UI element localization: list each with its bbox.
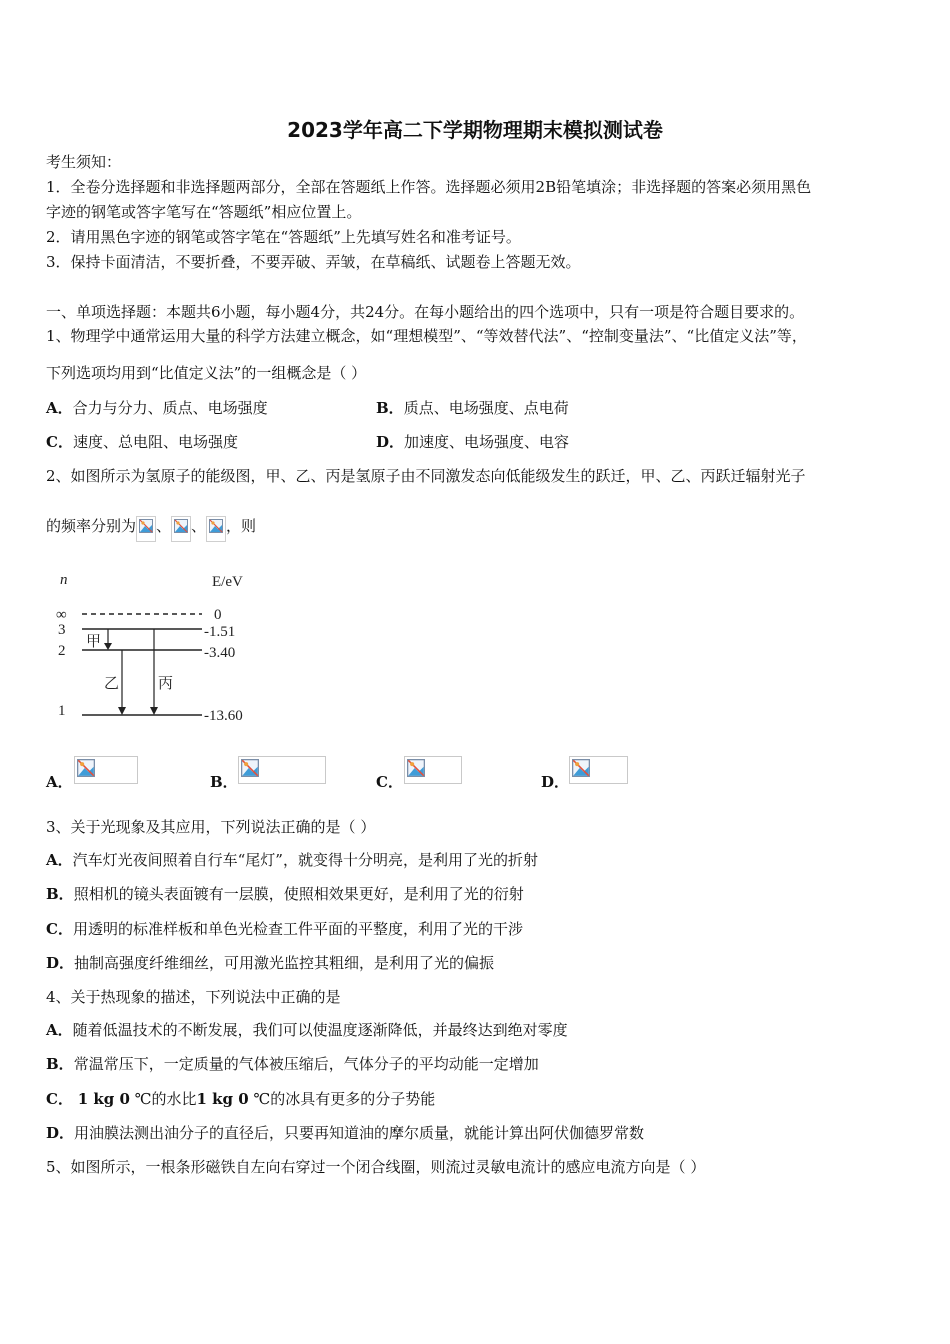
q3-d-text: 抽制高强度纤维细丝，可用激光监控其粗细，是利用了光的偏振 <box>74 954 495 972</box>
section-heading: 一、单项选择题：本题共6小题，每小题4分，共24分。在每小题给出的四个选项中，只有一项是符合题目要求的。 <box>46 303 805 321</box>
q4-c-bold-2: 1 kg 0 <box>196 1090 249 1108</box>
q3-option-b <box>46 884 524 904</box>
q4-b-label: B． <box>46 1055 74 1073</box>
level-n-inf: ∞ <box>56 607 67 623</box>
q4-c-mid-1: ℃的水比 <box>129 1090 197 1108</box>
notice-line-1a: 1．全卷分选择题和非选择题两部分，全部在答题纸上作答。选择题必须用2B铅笔填涂；非选择题的答案必须用黑色 <box>46 178 812 196</box>
q1-c-label: C． <box>46 433 73 451</box>
level-e-3: -1.51 <box>204 624 236 640</box>
q2-stem-post: ，则 <box>226 517 257 535</box>
transition-jia-label: 甲 <box>86 634 102 650</box>
q4-d-text: 用油膜法测出油分子的直径后，只要再知道油的摩尔质量，就能计算出阿伏伽德罗常数 <box>74 1124 645 1142</box>
page-title: 2023学年高二下学期物理期末模拟测试卷 <box>287 118 663 142</box>
q4-a-label: A． <box>46 1021 73 1039</box>
broken-image-icon <box>206 516 226 542</box>
notice-line-1b: 字迹的钢笔或答字笔写在“答题纸”相应位置上。 <box>46 203 362 221</box>
q1-b-text: 质点、电场强度、点电荷 <box>403 399 569 417</box>
q2-a-label: A． <box>46 773 73 791</box>
q4-option-a <box>46 1020 568 1040</box>
q1-a-text: 合力与分力、质点、电场强度 <box>72 399 268 417</box>
q2-c-label: C． <box>376 773 403 791</box>
broken-image-icon <box>241 759 259 777</box>
q4-b-text: 常温常压下，一定质量的气体被压缩后，气体分子的平均动能一定增加 <box>73 1055 539 1073</box>
q2-d-label: D． <box>541 773 570 791</box>
q3-c-text: 用透明的标准样板和单色光检查工件平面的平整度，利用了光的干涉 <box>72 920 523 938</box>
level-n-2: 2 <box>58 643 66 659</box>
q4-c-label: C． <box>46 1090 73 1108</box>
transition-bing-label: 丙 <box>158 676 174 692</box>
q3-option-d <box>46 953 494 973</box>
q3-stem: 3、关于光现象及其应用，下列说法正确的是（ ） <box>46 818 376 836</box>
q1-a-label: A． <box>46 399 73 417</box>
q1-d-label: D． <box>376 433 405 451</box>
q2-option-b-image <box>238 756 326 784</box>
q2-stem-pre: 的频率分别为 <box>46 517 137 535</box>
q1-option-b <box>376 398 569 418</box>
q2-option-d-image <box>569 756 628 784</box>
q2-b-label: B． <box>210 773 238 791</box>
q4-a-text: 随着低温技术的不断发展，我们可以使温度逐渐降低，并最终达到绝对零度 <box>72 1021 568 1039</box>
q1-stem-a: 1、物理学中通常运用大量的科学方法建立概念，如“理想模型”、“等效替代法”、“控制变量法”、“比值定义法”等， <box>46 327 807 345</box>
q4-c-bold-1: 1 kg 0 <box>77 1090 130 1108</box>
q3-b-text: 照相机的镜头表面镀有一层膜，使照相效果更好，是利用了光的衍射 <box>73 885 524 903</box>
broken-image-icon <box>407 759 425 777</box>
transition-yi-label: 乙 <box>104 676 120 692</box>
q1-option-a <box>46 398 268 418</box>
notice-line-2: 2．请用黑色字迹的钢笔或答字笔在“答题纸”上先填写姓名和准考证号。 <box>46 228 521 246</box>
q5-stem: 5、如图所示，一根条形磁铁自左向右穿过一个闭合线圈，则流过灵敏电流计的感应电流方向是（ ） <box>46 1158 706 1176</box>
transition-jia-head <box>104 643 112 650</box>
q1-d-text: 加速度、电场强度、电容 <box>404 433 570 451</box>
q1-stem-b: 下列选项均用到“比值定义法”的一组概念是（ ） <box>46 364 367 382</box>
q2-sep-2: 、 <box>191 517 207 535</box>
transition-yi-head <box>118 707 126 715</box>
q2-sep-1: 、 <box>156 517 172 535</box>
q2-option-c-image <box>404 756 462 784</box>
q2-option-a-image <box>74 756 138 784</box>
q1-c-text: 速度、总电阻、电场强度 <box>72 433 238 451</box>
broken-image-icon <box>136 516 156 542</box>
q3-d-label: D． <box>46 954 75 972</box>
q2-stem-a: 2、如图所示为氢原子的能级图，甲、乙、丙是氢原子由不同激发态向低能级发生的跃迁，甲、乙、丙跃迁辐射光子 <box>46 467 806 485</box>
level-e-inf: 0 <box>214 607 222 623</box>
level-n-3: 3 <box>58 622 66 638</box>
broken-image-icon <box>572 759 590 777</box>
q1-option-d <box>376 432 569 452</box>
diagram-n-label: n <box>60 572 68 588</box>
q3-a-text: 汽车灯光夜间照着自行车“尾灯”，就变得十分明亮，是利用了光的折射 <box>72 851 538 869</box>
level-e-2: -3.40 <box>204 645 236 661</box>
q3-a-label: A． <box>46 851 73 869</box>
transition-bing-head <box>150 707 158 715</box>
diagram-e-label: E/eV <box>212 574 243 590</box>
broken-image-icon <box>171 516 191 542</box>
q1-option-c <box>46 432 238 452</box>
broken-image-icon <box>77 759 95 777</box>
level-e-1: -13.60 <box>204 708 243 724</box>
q3-b-label: B． <box>46 885 74 903</box>
q4-option-c <box>46 1089 435 1109</box>
level-n-1: 1 <box>58 703 66 719</box>
q3-c-label: C． <box>46 920 73 938</box>
q3-option-a <box>46 850 538 870</box>
energy-level-diagram <box>40 566 270 736</box>
q1-b-label: B． <box>376 399 404 417</box>
notice-line-3: 3．保持卡面清洁，不要折叠，不要弄破、弄皱，在草稿纸、试题卷上答题无效。 <box>46 253 581 271</box>
q3-option-c <box>46 919 523 939</box>
notice-heading: 考生须知： <box>46 153 122 171</box>
q2-stem-b <box>46 510 256 542</box>
q4-d-label: D． <box>46 1124 75 1142</box>
q4-stem: 4、关于热现象的描述，下列说法中正确的是 <box>46 988 341 1006</box>
q4-option-d <box>46 1123 644 1143</box>
q4-option-b <box>46 1054 539 1074</box>
q4-c-mid-2: ℃的冰具有更多的分子势能 <box>248 1090 436 1108</box>
